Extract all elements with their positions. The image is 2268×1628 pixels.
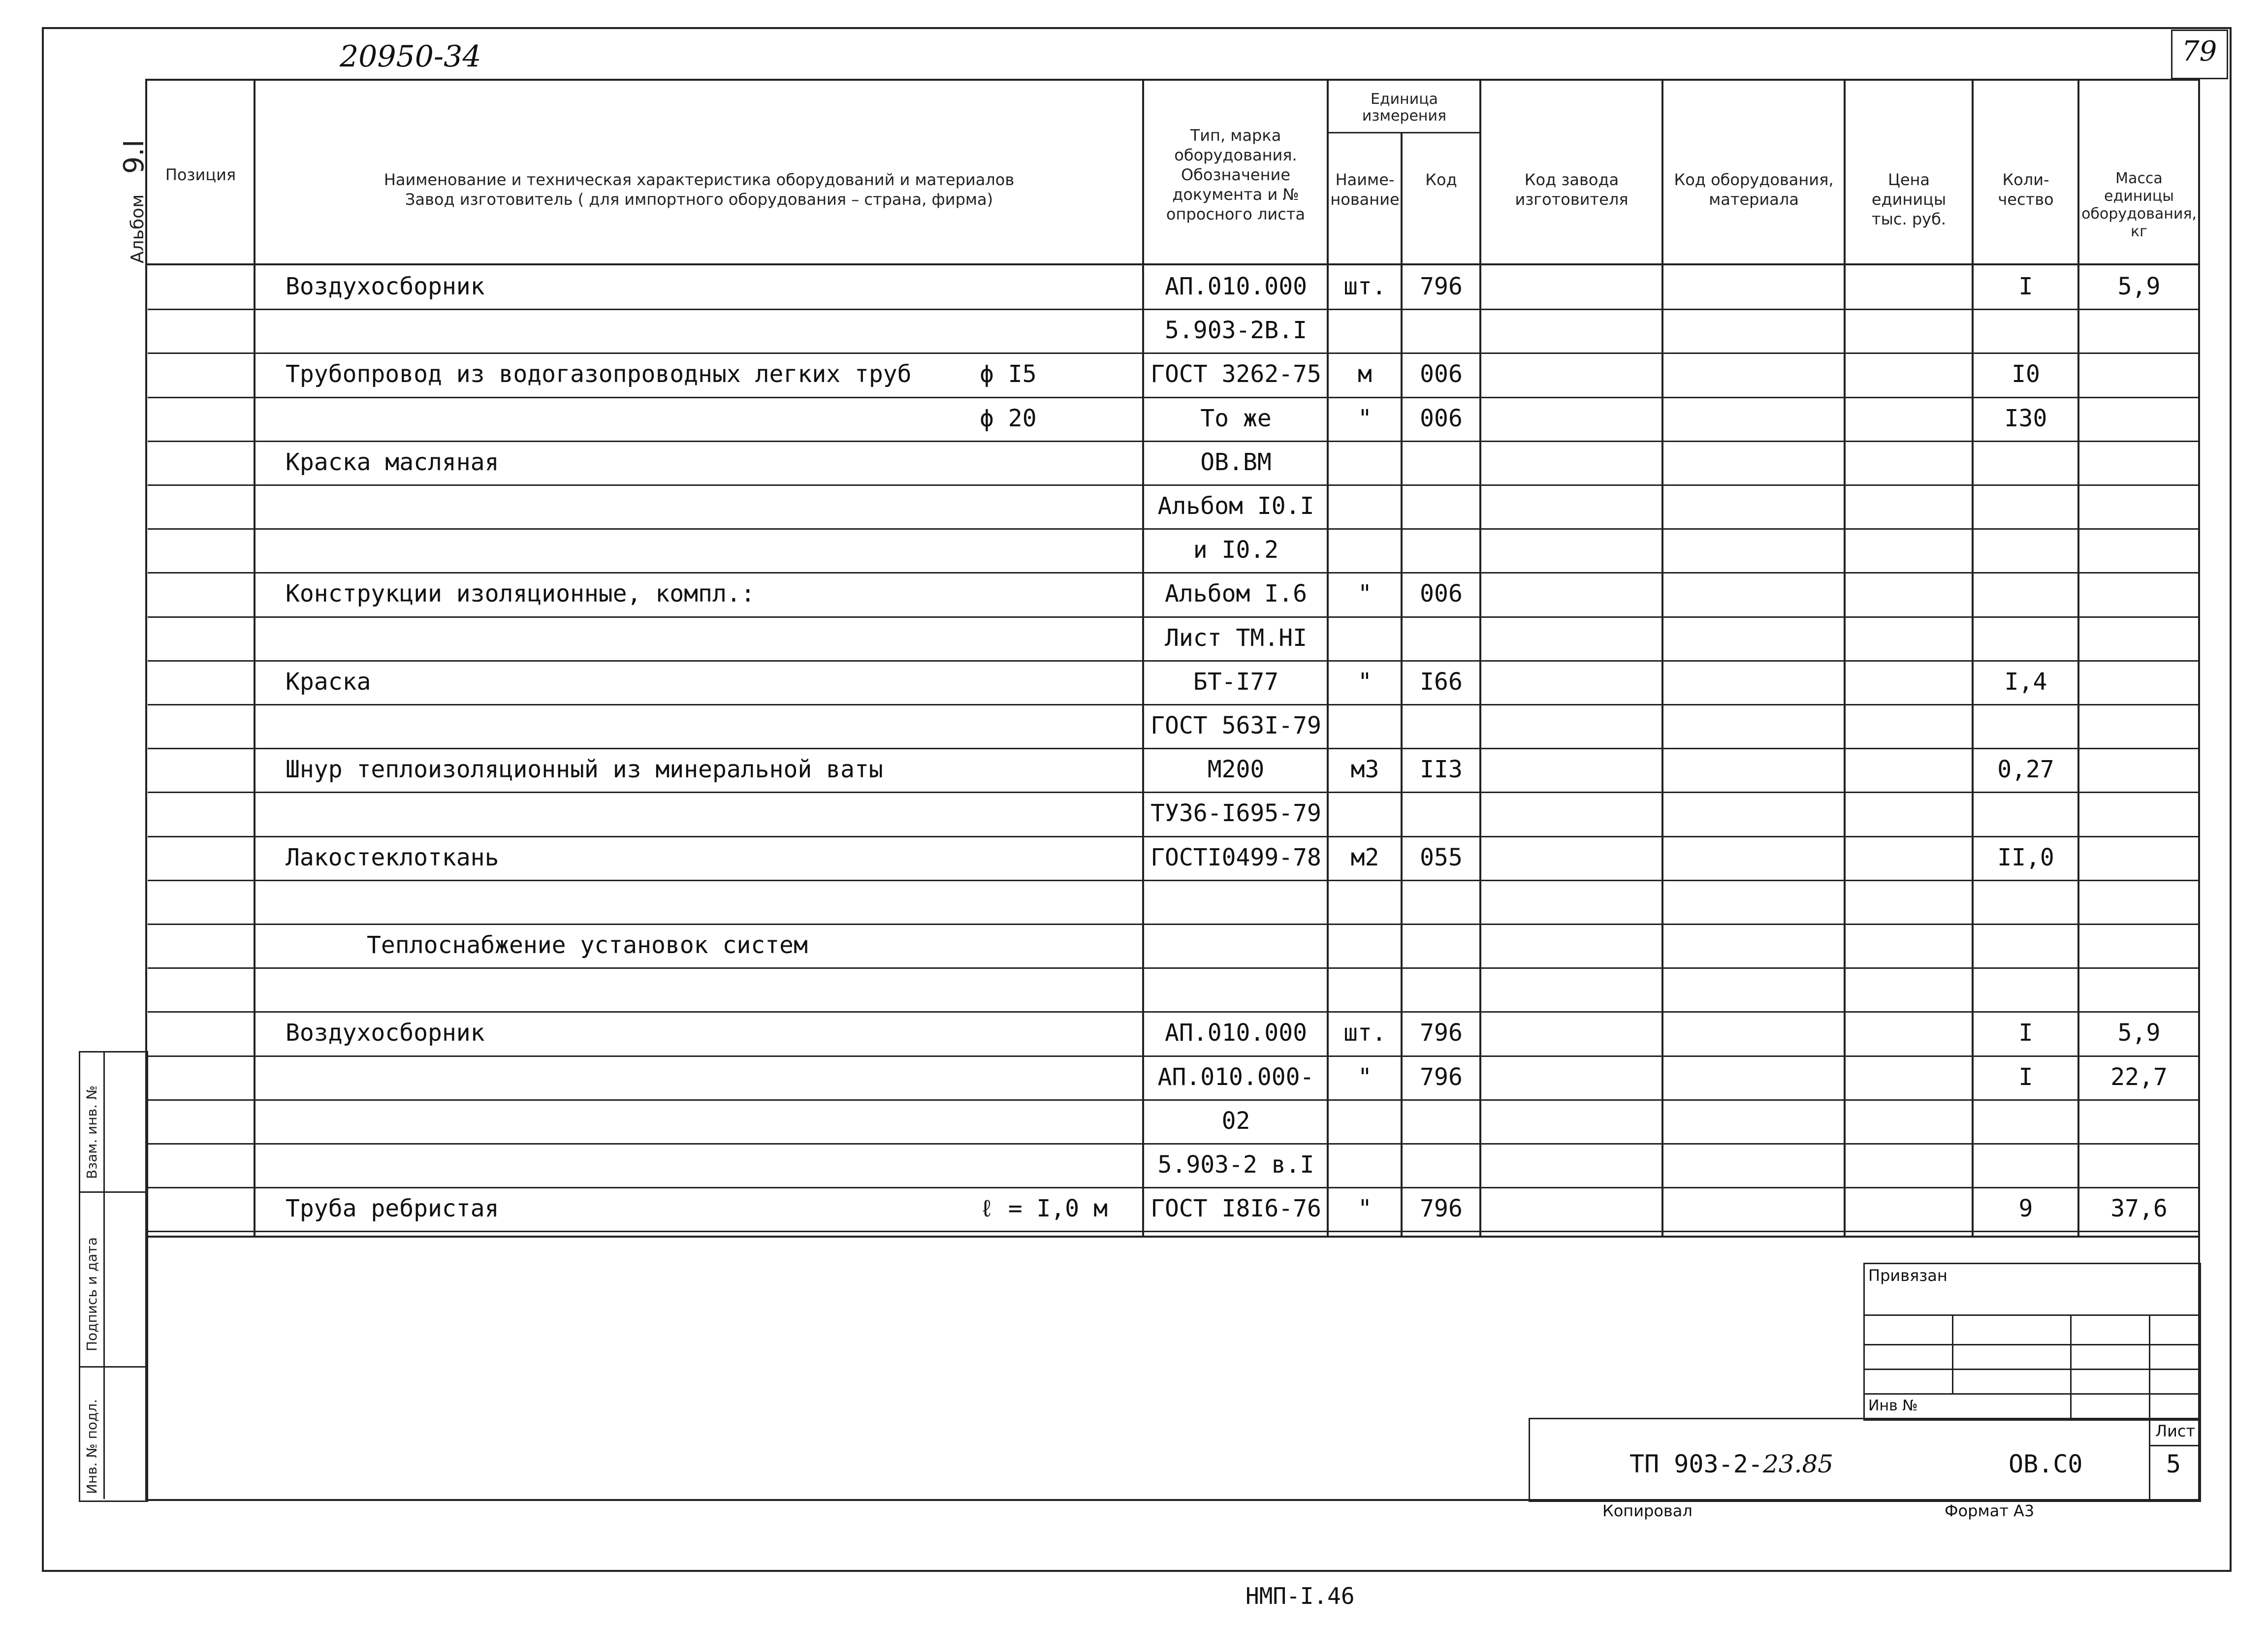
- row-code: 796: [1420, 1195, 1463, 1223]
- row-separator: [148, 792, 2198, 793]
- row-unit: м: [1358, 360, 1372, 388]
- row-separator: [148, 528, 2198, 530]
- hdr-unit-1: Единица: [1370, 91, 1438, 108]
- row-code: 006: [1420, 580, 1463, 608]
- hdr-mass-3: оборудования,: [2081, 205, 2197, 223]
- hdr-price: [1846, 170, 1972, 229]
- col-unit-name: [1401, 132, 1403, 1236]
- row-separator: [148, 309, 2198, 310]
- hdr-price-3: тыс. руб.: [1872, 210, 1946, 228]
- col-equip: [1844, 79, 1846, 1236]
- title-copied: Копировал: [1602, 1501, 1693, 1520]
- row-type: и I0.2: [1193, 536, 1279, 564]
- title-mark: ОВ.С0: [2009, 1450, 2083, 1478]
- hdr-mass: [2080, 170, 2198, 241]
- row-dim: ℓ = I,0 м: [980, 1195, 1108, 1223]
- album-label-text: Альбом: [128, 194, 148, 263]
- hdr-qty: [1974, 170, 2077, 209]
- hdr-type-2: оборудования.: [1174, 146, 1297, 164]
- hdr-name-2: Завод изготовитель ( для импортного оборудования – страна, фирма): [405, 190, 993, 209]
- row-type: М200: [1207, 756, 1265, 784]
- row-separator: [148, 1187, 2198, 1188]
- header-bottom: [145, 263, 2198, 265]
- row-mass: 37,6: [2110, 1195, 2168, 1223]
- side-stamp-row1: [79, 1191, 145, 1193]
- hdr-price-1: Цена: [1887, 170, 1930, 189]
- hdr-unit-name-2: нование: [1330, 190, 1400, 209]
- row-name: Лакостеклоткань: [286, 843, 499, 871]
- hdr-price-2: единицы: [1871, 190, 1947, 209]
- hdr-name-1: Наименование и техническая характеристика оборудований и материалов: [383, 170, 1015, 189]
- tb-vline-3: [2149, 1314, 2150, 1418]
- side-stamp-label-3: Инв. № подл.: [84, 1399, 100, 1494]
- hdr-mass-4: кг: [2131, 223, 2147, 240]
- row-type: 5.903-2 в.I: [1157, 1151, 1314, 1179]
- col-type: [1327, 79, 1329, 1236]
- row-unit: ": [1358, 668, 1372, 696]
- row-separator: [148, 397, 2198, 398]
- hdr-type-1: Тип, марка: [1190, 126, 1281, 145]
- row-unit: ": [1358, 1195, 1372, 1223]
- side-stamp-row2: [79, 1366, 145, 1368]
- side-stamp-divider: [103, 1051, 105, 1499]
- tb-vline-1: [1952, 1314, 1953, 1393]
- row-code: 796: [1420, 1063, 1463, 1091]
- row-separator: [148, 616, 2198, 618]
- col-price: [1972, 79, 1974, 1236]
- hdr-type-4: документа и №: [1172, 185, 1299, 204]
- row-separator: [148, 836, 2198, 837]
- row-mass: 5,9: [2117, 1019, 2161, 1047]
- tb-line-2: [1863, 1344, 2198, 1345]
- row-separator: [148, 1055, 2198, 1057]
- row-separator: [148, 1231, 2198, 1232]
- row-type: АП.010.000-: [1157, 1063, 1314, 1091]
- row-separator: [148, 967, 2198, 969]
- row-name: Труба ребристая: [286, 1195, 499, 1223]
- side-stamp-label-2: Подпись и дата: [84, 1237, 100, 1351]
- tb-line-4: [1863, 1393, 2198, 1395]
- hdr-mass-1: Масса: [2115, 170, 2163, 187]
- row-qty: I30: [2004, 404, 2047, 432]
- row-name: Воздухосборник: [286, 1019, 485, 1047]
- row-unit: ": [1358, 404, 1372, 432]
- row-type: ТУ36-I695-79: [1150, 799, 1321, 828]
- row-unit: м3: [1350, 756, 1379, 784]
- row-type: АП.010.000: [1165, 1019, 1307, 1047]
- tb-line-3: [1863, 1369, 2198, 1370]
- row-separator: [148, 1099, 2198, 1101]
- row-code: 796: [1420, 1019, 1463, 1047]
- row-name: Теплоснабжение установок систем: [367, 931, 808, 959]
- row-dim: ϕ I5: [980, 360, 1037, 388]
- hdr-name: [256, 170, 1142, 209]
- hdr-unit-name-1: Наиме-: [1335, 170, 1395, 189]
- row-name: Трубопровод из водогазопроводных легких труб: [286, 360, 912, 388]
- row-separator: [148, 924, 2198, 925]
- row-unit: ": [1358, 580, 1372, 608]
- row-code: 055: [1420, 843, 1463, 871]
- hdr-unit: [1329, 91, 1479, 125]
- row-qty: I: [2018, 1019, 2033, 1047]
- hdr-plant-code-1: Код завода: [1524, 170, 1619, 189]
- row-mass: 22,7: [2110, 1063, 2168, 1091]
- row-code: II3: [1420, 756, 1463, 784]
- title-bound-label: Привязан: [1868, 1266, 1948, 1285]
- header-top: [145, 79, 2198, 81]
- row-qty: I0: [2012, 360, 2040, 388]
- title-sheet-number: 5: [2166, 1450, 2181, 1478]
- row-separator: [148, 704, 2198, 705]
- row-separator: [148, 660, 2198, 662]
- tb-line-1: [1863, 1314, 2198, 1316]
- hdr-unit-name: [1329, 170, 1401, 209]
- row-separator: [148, 441, 2198, 442]
- col-name: [1142, 79, 1144, 1236]
- hdr-plant-code-2: изготовителя: [1515, 190, 1629, 209]
- row-type: ГОСТ 563I-79: [1150, 712, 1321, 739]
- row-separator: [148, 1011, 2198, 1013]
- row-type: То же: [1200, 404, 1272, 432]
- tb-sheet-divider: [2149, 1418, 2150, 1499]
- row-type: ГОСТI0499-78: [1150, 843, 1321, 871]
- unit-split: [1327, 132, 1479, 133]
- hdr-type-5: опросного листа: [1166, 205, 1306, 223]
- row-name: Шнур теплоизоляционный из минеральной ваты: [286, 756, 883, 784]
- col-code: [1479, 79, 1481, 1236]
- row-unit: шт.: [1343, 1019, 1386, 1047]
- row-qty: I: [2018, 1063, 2033, 1091]
- row-separator: [148, 748, 2198, 749]
- row-qty: 9: [2018, 1195, 2033, 1223]
- hdr-type-3: Обозначение: [1181, 165, 1291, 184]
- row-unit: ": [1358, 1063, 1372, 1091]
- hdr-equip-code: [1664, 170, 1844, 209]
- title-inv-label: Инв №: [1868, 1397, 1918, 1414]
- row-type: ГОСТ 3262-75: [1150, 360, 1321, 388]
- row-type: АП.010.000: [1165, 273, 1307, 300]
- tb-vline-2: [2070, 1314, 2072, 1418]
- row-unit: м2: [1350, 843, 1379, 871]
- row-qty: II,0: [1997, 843, 2054, 871]
- row-name: Краска: [286, 668, 371, 696]
- title-format: Формат А3: [1945, 1501, 2035, 1520]
- hdr-position: Позиция: [165, 165, 236, 184]
- row-mass: 5,9: [2117, 273, 2161, 300]
- row-type: ГОСТ I8I6-76: [1150, 1195, 1321, 1223]
- row-separator: [148, 352, 2198, 354]
- hdr-equip-code-1: Код оборудования,: [1674, 170, 1834, 189]
- doc-number: 20950-34: [340, 39, 481, 74]
- title-project-code: ТП 903-2-: [1629, 1450, 1763, 1478]
- col-plant: [1661, 79, 1663, 1236]
- row-qty: I,4: [2004, 668, 2047, 696]
- row-separator: [148, 1143, 2198, 1145]
- row-type: Альбом I.6: [1165, 580, 1307, 608]
- row-code: 006: [1420, 360, 1463, 388]
- row-separator: [148, 880, 2198, 881]
- row-code: 006: [1420, 404, 1463, 432]
- row-type: Лист ТМ.НI: [1165, 624, 1307, 652]
- hdr-unit-2: измерения: [1362, 107, 1447, 125]
- col-pos: [254, 79, 256, 1236]
- side-stamp-label-1: Взам. инв. №: [84, 1085, 100, 1179]
- row-name: Конструкции изоляционные, компл.:: [286, 580, 755, 608]
- table-bottom: [145, 1236, 2198, 1238]
- hdr-qty-1: Коли-: [2002, 170, 2049, 189]
- row-type: 5.903-2В.I: [1165, 317, 1307, 345]
- hdr-equip-code-2: материала: [1709, 190, 1799, 209]
- album-number: 9.I: [118, 139, 150, 174]
- row-qty: I: [2018, 273, 2033, 300]
- hdr-plant-code: [1482, 170, 1661, 209]
- hdr-mass-2: единицы: [2104, 188, 2174, 205]
- row-name: Краска масляная: [286, 448, 499, 476]
- title-project-suffix: 23.85: [1762, 1450, 1834, 1478]
- row-dim: ϕ 20: [980, 404, 1037, 432]
- row-type: ОВ.ВМ: [1200, 448, 1272, 476]
- row-name: Воздухосборник: [286, 273, 485, 300]
- row-type: БТ-I77: [1193, 668, 1279, 696]
- footer-code: НМП-I.46: [1246, 1583, 1355, 1609]
- title-sheet-label: Лист: [2155, 1422, 2196, 1440]
- row-separator: [148, 484, 2198, 486]
- album-label: [118, 139, 150, 263]
- col-qty: [2077, 79, 2079, 1236]
- row-separator: [148, 572, 2198, 574]
- row-code: 796: [1420, 273, 1463, 300]
- row-qty: 0,27: [1997, 756, 2054, 784]
- title-project: [1629, 1450, 1833, 1478]
- hdr-qty-2: чество: [1998, 190, 2054, 209]
- tb-sheet-line: [2149, 1445, 2198, 1446]
- row-type: 02: [1221, 1107, 1250, 1135]
- hdr-type: [1145, 126, 1327, 224]
- row-type: Альбом I0.I: [1157, 492, 1314, 520]
- row-unit: шт.: [1343, 273, 1386, 300]
- row-code: I66: [1420, 668, 1463, 696]
- hdr-unit-code: Код: [1425, 170, 1457, 189]
- page-corner-number: 79: [2182, 35, 2217, 67]
